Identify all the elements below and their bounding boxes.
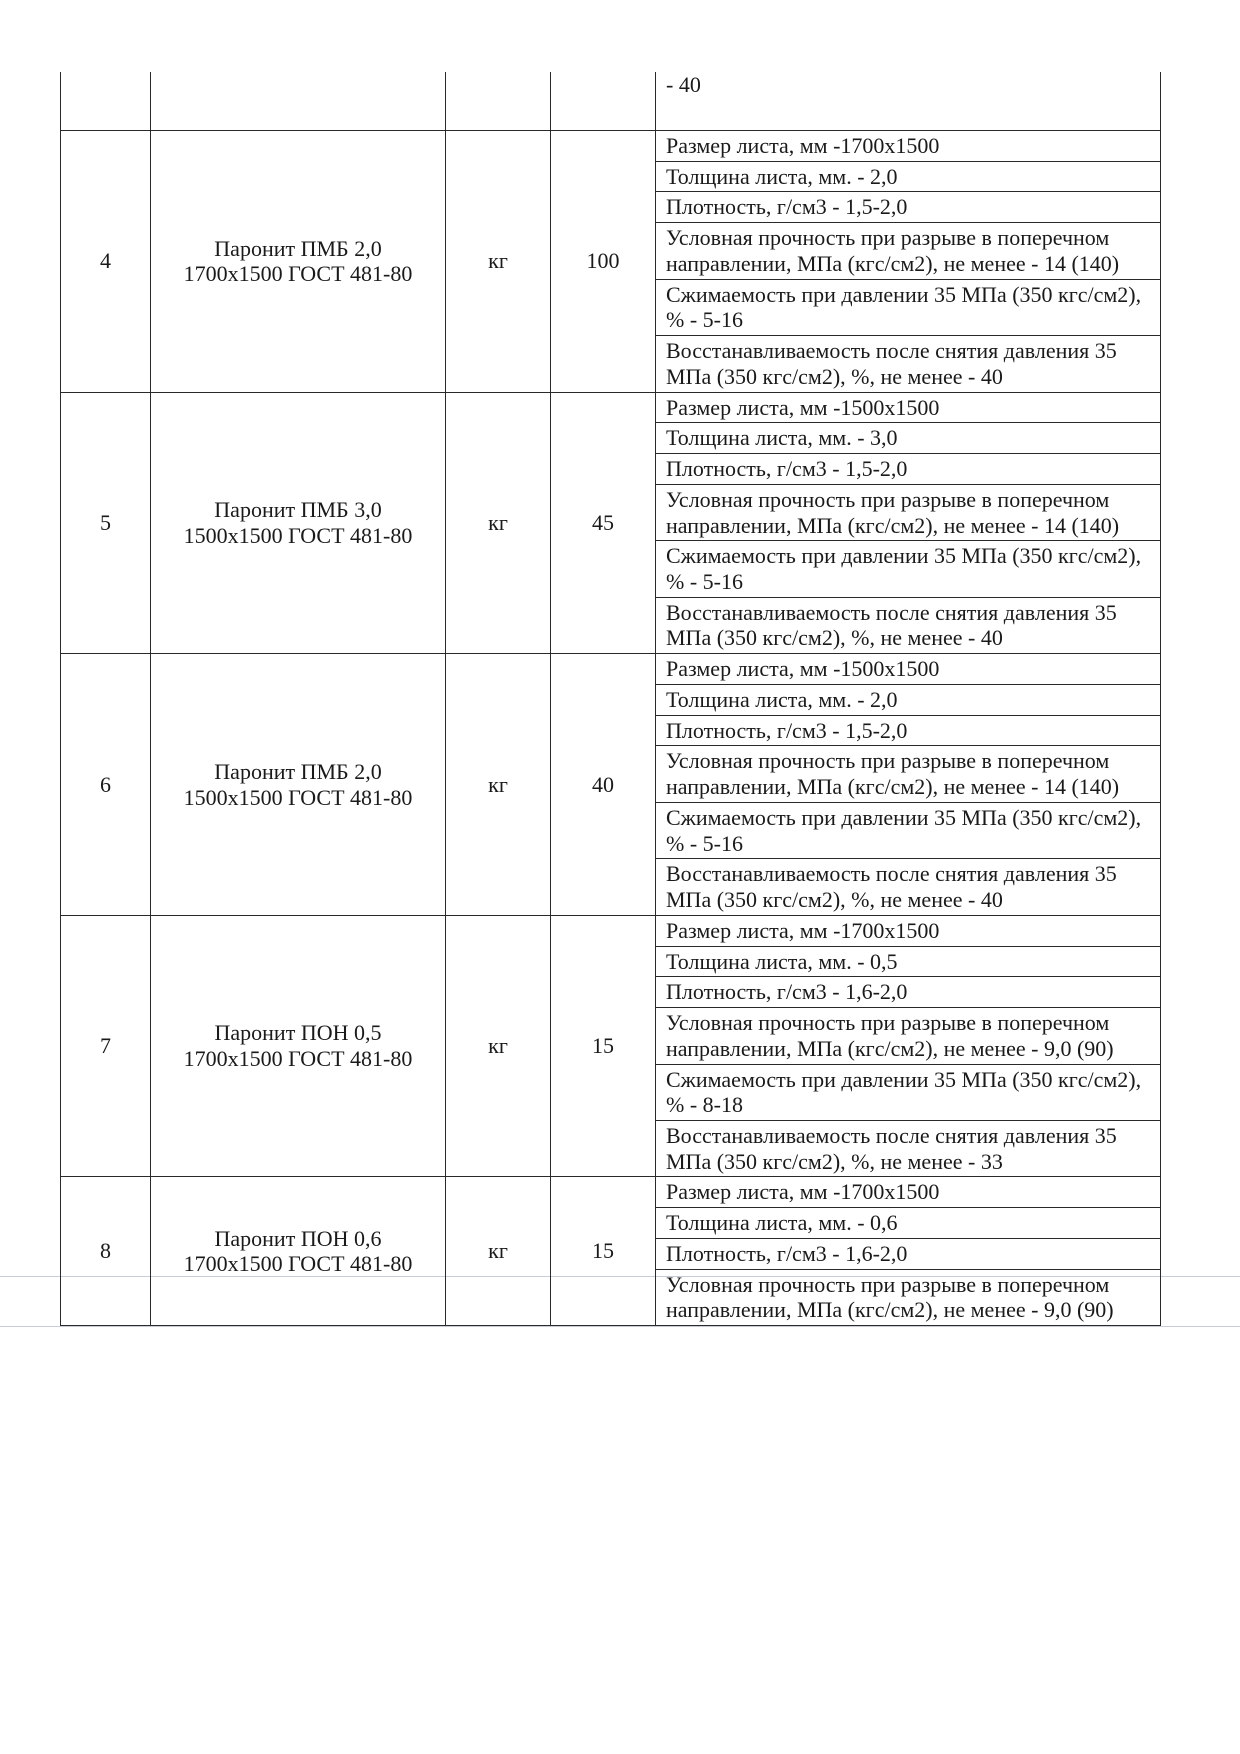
- item-row: [61, 392, 1161, 423]
- item-spec: Восстанавливаемость после снятия давления 35 МПа (350 кгс/см2), %, не менее - 33: [656, 1120, 1161, 1176]
- item-quantity: 15: [551, 1177, 656, 1326]
- specification-table-body: [61, 72, 1161, 1326]
- item-number: 7: [61, 915, 151, 1177]
- item-spec: Размер листа, мм -1700x1500: [656, 131, 1161, 162]
- item-name-line2: 1700x1500 ГОСТ 481-80: [183, 1046, 413, 1072]
- item-spec: Восстанавливаемость после снятия давления 35 МПа (350 кгс/см2), %, не менее - 40: [656, 336, 1161, 392]
- item-spec: Условная прочность при разрыве в поперечном направлении, МПа (кгс/см2), не менее - 14 (140): [656, 746, 1161, 802]
- item-number: 5: [61, 392, 151, 654]
- item-spec: Условная прочность при разрыве в поперечном направлении, МПа (кгс/см2), не менее - 9,0 (90): [656, 1008, 1161, 1064]
- item-unit: кг: [446, 915, 551, 1177]
- item-spec: Толщина листа, мм. - 2,0: [656, 161, 1161, 192]
- item-spec: Толщина листа, мм. - 2,0: [656, 684, 1161, 715]
- item-spec: Восстанавливаемость после снятия давления 35 МПа (350 кгс/см2), %, не менее - 40: [656, 859, 1161, 915]
- carryover-row: [61, 72, 1161, 131]
- item-row: [61, 131, 1161, 162]
- item-row: [61, 915, 1161, 946]
- item-unit: кг: [446, 131, 551, 393]
- item-spec: Условная прочность при разрыве в поперечном направлении, МПа (кгс/см2), не менее - 9,0 (90): [656, 1269, 1161, 1325]
- item-spec: Размер листа, мм -1500x1500: [656, 392, 1161, 423]
- carryover-spec-cell: - 40: [656, 72, 1161, 131]
- item-spec: Размер листа, мм -1700x1500: [656, 1177, 1161, 1208]
- item-number: 4: [61, 131, 151, 393]
- item-spec: Размер листа, мм -1500x1500: [656, 654, 1161, 685]
- item-number: 8: [61, 1177, 151, 1326]
- item-name: [151, 654, 446, 916]
- item-spec: Сжимаемость при давлении 35 МПа (350 кгс/см2), % - 5-16: [656, 541, 1161, 597]
- item-spec: Сжимаемость при давлении 35 МПа (350 кгс/см2), % - 5-16: [656, 802, 1161, 858]
- item-spec: Сжимаемость при давлении 35 МПа (350 кгс/см2), % - 8-18: [656, 1064, 1161, 1120]
- item-spec: Сжимаемость при давлении 35 МПа (350 кгс/см2), % - 5-16: [656, 279, 1161, 335]
- item-name-line1: Паронит ПМБ 3,0: [214, 497, 382, 523]
- item-spec: Толщина листа, мм. - 3,0: [656, 423, 1161, 454]
- item-name: [151, 915, 446, 1177]
- item-spec: Плотность, г/см3 - 1,5-2,0: [656, 192, 1161, 223]
- carryover-name-cell: [151, 72, 446, 131]
- item-spec: Восстанавливаемость после снятия давления 35 МПа (350 кгс/см2), %, не менее - 40: [656, 597, 1161, 653]
- item-spec: Плотность, г/см3 - 1,5-2,0: [656, 715, 1161, 746]
- item-row: [61, 654, 1161, 685]
- item-name-line2: 1700x1500 ГОСТ 481-80: [183, 261, 413, 287]
- item-name-line2: 1700x1500 ГОСТ 481-80: [183, 1251, 413, 1277]
- item-spec: Толщина листа, мм. - 0,5: [656, 946, 1161, 977]
- item-unit: кг: [446, 654, 551, 916]
- item-row: [61, 1177, 1161, 1208]
- item-name-line2: 1500x1500 ГОСТ 481-80: [183, 522, 413, 548]
- item-name: [151, 1177, 446, 1326]
- item-spec: Размер листа, мм -1700x1500: [656, 915, 1161, 946]
- carryover-unit-cell: [446, 72, 551, 131]
- item-name-line2: 1500x1500 ГОСТ 481-80: [183, 784, 413, 810]
- scan-artifact-line: [0, 1326, 1240, 1327]
- item-spec: Толщина листа, мм. - 0,6: [656, 1208, 1161, 1239]
- item-unit: кг: [446, 392, 551, 654]
- item-name-line1: Паронит ПМБ 2,0: [214, 758, 382, 784]
- item-name-line1: Паронит ПОН 0,5: [214, 1020, 382, 1046]
- carryover-qty-cell: [551, 72, 656, 131]
- item-spec: Условная прочность при разрыве в поперечном направлении, МПа (кгс/см2), не менее - 14 (140): [656, 484, 1161, 540]
- item-number: 6: [61, 654, 151, 916]
- item-name-line1: Паронит ПОН 0,6: [214, 1225, 382, 1251]
- carryover-num-cell: [61, 72, 151, 131]
- item-spec: Плотность, г/см3 - 1,6-2,0: [656, 1238, 1161, 1269]
- item-spec: Плотность, г/см3 - 1,6-2,0: [656, 977, 1161, 1008]
- item-quantity: 40: [551, 654, 656, 916]
- item-quantity: 100: [551, 131, 656, 393]
- specification-table: [60, 72, 1161, 1326]
- item-name-line1: Паронит ПМБ 2,0: [214, 235, 382, 261]
- item-quantity: 15: [551, 915, 656, 1177]
- item-spec: Условная прочность при разрыве в поперечном направлении, МПа (кгс/см2), не менее - 14 (140): [656, 223, 1161, 279]
- item-name: [151, 392, 446, 654]
- item-name: [151, 131, 446, 393]
- item-unit: кг: [446, 1177, 551, 1326]
- item-quantity: 45: [551, 392, 656, 654]
- item-spec: Плотность, г/см3 - 1,5-2,0: [656, 454, 1161, 485]
